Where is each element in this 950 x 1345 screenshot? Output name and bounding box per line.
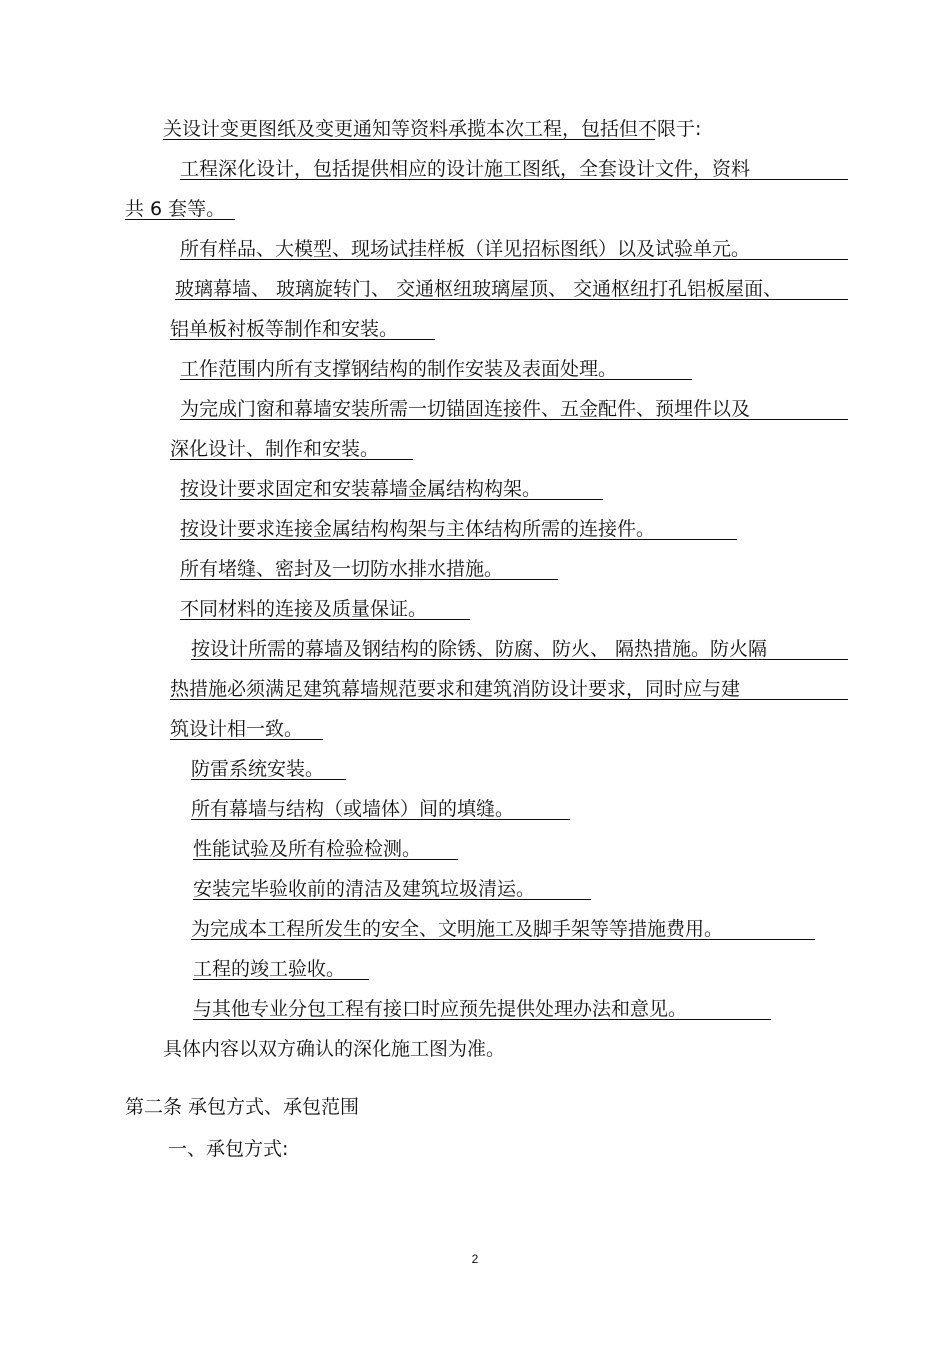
closing-text: 具体内容以双方确认的深化施工图为准。: [163, 1038, 506, 1060]
item-text-line: 不同材料的连接及质量保证。: [180, 598, 428, 620]
underline-rule: [180, 179, 848, 180]
item-text-line: 按设计所需的幕墙及钢结构的除锈、防腐、防火、 隔热措施。防火隔: [191, 638, 768, 660]
underline-rule: [191, 659, 848, 660]
underline-rule: [170, 339, 435, 340]
intro-text: 关设计变更图纸及变更通知等资料承揽本次工程，包括但不限于:: [163, 118, 702, 140]
item-text-line: 筑设计相一致。: [170, 718, 304, 740]
underline-rule: [191, 939, 815, 940]
underline-rule: [163, 139, 655, 140]
item-text-line: 深化设计、制作和安装。: [170, 438, 380, 460]
underline-rule: [193, 979, 369, 980]
item-text-line: 工程深化设计，包括提供相应的设计施工图纸，全套设计文件，资料: [180, 158, 751, 180]
underline-rule: [125, 219, 235, 220]
page-number: 2: [471, 1252, 479, 1266]
item-text-line: 为完成本工程所发生的安全、文明施工及脚手架等等措施费用。: [191, 918, 724, 940]
item-text-line: 所有样品、大模型、现场试挂样板（详见招标图纸）以及试验单元。: [180, 238, 751, 260]
item-text-line: 所有幕墙与结构（或墙体）间的填缝。: [191, 798, 515, 820]
underline-rule: [180, 419, 848, 420]
item-text-line: 为完成门窗和幕墙安装所需一切锚固连接件、五金配件、预埋件以及: [180, 398, 751, 420]
underline-rule: [170, 699, 848, 700]
item-text-line: 按设计要求固定和安装幕墙金属结构构架。: [180, 478, 542, 500]
subheading: 一、承包方式:: [168, 1138, 289, 1160]
underline-rule: [170, 739, 323, 740]
underline-rule: [191, 819, 570, 820]
underline-rule: [175, 299, 848, 300]
underline-rule: [180, 379, 692, 380]
underline-rule: [180, 579, 558, 580]
underline-rule: [193, 1019, 771, 1020]
underline-rule: [193, 899, 591, 900]
underline-rule: [180, 259, 848, 260]
item-text-line: 所有堵缝、密封及一切防水排水措施。: [180, 558, 504, 580]
item-text-line: 性能试验及所有检验检测。: [193, 838, 422, 860]
item-text-line: 工作范围内所有支撑钢结构的制作安装及表面处理。: [180, 358, 618, 380]
item-text-line: 安装完毕验收前的清洁及建筑垃圾清运。: [193, 878, 536, 900]
item-text-line: 玻璃幕墙、 玻璃旋转门、 交通枢纽玻璃屋顶、 交通枢纽打孔铝板屋面、: [175, 278, 783, 300]
item-text-line: 热措施必须满足建筑幕墙规范要求和建筑消防设计要求，同时应与建: [170, 678, 741, 700]
item-text-line: 防雷系统安装。: [191, 758, 325, 780]
article-heading: 第二条 承包方式、承包范围: [125, 1096, 360, 1118]
underline-rule: [193, 859, 458, 860]
underline-rule: [180, 619, 470, 620]
item-text-line: 共 6 套等。: [125, 198, 226, 220]
item-text-line: 与其他专业分包工程有接口时应预先提供处理办法和意见。: [193, 998, 688, 1020]
item-text-line: 按设计要求连接金属结构构架与主体结构所需的连接件。: [180, 518, 656, 540]
underline-rule: [191, 779, 346, 780]
underline-rule: [180, 499, 603, 500]
item-text-line: 铝单板衬板等制作和安装。: [170, 318, 399, 340]
underline-rule: [180, 539, 737, 540]
underline-rule: [170, 459, 413, 460]
item-text-line: 工程的竣工验收。: [193, 958, 346, 980]
